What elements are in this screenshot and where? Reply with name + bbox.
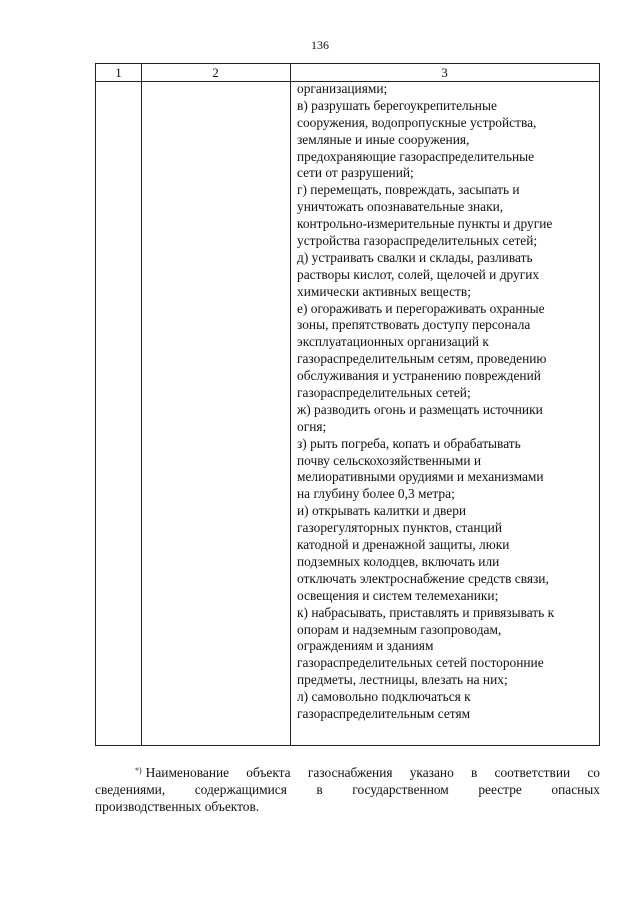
content-line: почву сельскохозяйственными и bbox=[297, 452, 482, 468]
footnote-marker: *) bbox=[135, 766, 142, 775]
content-line: химически активных веществ; bbox=[297, 283, 471, 299]
content-line: освещения и систем телемеханики; bbox=[297, 587, 499, 603]
column-divider-1 bbox=[141, 64, 142, 745]
content-line: эксплуатационных организаций к bbox=[297, 334, 489, 350]
content-line: зоны, препятствовать доступу персонала bbox=[297, 317, 531, 333]
content-line: газорегуляторных пунктов, станций bbox=[297, 520, 503, 536]
content-line: сооружения, водопропускные устройства, bbox=[297, 114, 537, 130]
content-line: г) перемещать, повреждать, засыпать и bbox=[297, 182, 520, 198]
content-line: газораспределительным сетям, проведению bbox=[297, 351, 547, 367]
content-line: предметы, лестницы, влезать на них; bbox=[297, 672, 508, 688]
content-line: катодной и дренажной защиты, люки bbox=[297, 537, 510, 553]
content-line: ж) разводить огонь и размещать источники bbox=[297, 401, 543, 417]
page-number: 136 bbox=[311, 38, 329, 52]
column-divider-2 bbox=[290, 64, 291, 745]
column-header-3: 3 bbox=[441, 65, 448, 80]
content-line: в) разрушать берегоукрепительные bbox=[297, 97, 497, 113]
content-line: земляные и иные сооружения, bbox=[297, 131, 470, 147]
content-line: сети от разрушений; bbox=[297, 165, 414, 181]
footnote bbox=[95, 764, 600, 815]
content-line: газораспределительных сетей; bbox=[297, 385, 471, 401]
content-line: уничтожать опознавательные знаки, bbox=[297, 199, 504, 215]
content-line: огня; bbox=[297, 418, 327, 434]
document-table bbox=[95, 63, 600, 746]
content-line: л) самовольно подключаться к bbox=[297, 689, 471, 705]
content-line: предохраняющие газораспределительные bbox=[297, 148, 535, 164]
column-3-content bbox=[297, 81, 597, 723]
table-header-row bbox=[96, 64, 599, 82]
content-line: д) устраивать свалки и склады, разливать bbox=[297, 249, 533, 265]
footnote-line-2: сведениями, содержащимися в государственном реестре опасных bbox=[95, 782, 600, 797]
content-line: к) набрасывать, приставлять и привязывать к bbox=[297, 604, 555, 620]
content-line: организациями; bbox=[297, 81, 388, 96]
content-line: газораспределительным сетям bbox=[297, 705, 471, 721]
content-line: обслуживания и устранению повреждений bbox=[297, 368, 541, 384]
content-line: подземных колодцев, включать или bbox=[297, 553, 500, 569]
column-header-1: 1 bbox=[115, 65, 122, 80]
content-line: и) открывать калитки и двери bbox=[297, 503, 467, 519]
footnote-line-3: производственных объектов. bbox=[95, 799, 260, 814]
content-line: устройства газораспределительных сетей; bbox=[297, 233, 538, 249]
footnote-line-1 bbox=[95, 764, 600, 781]
content-line: ограждениям и зданиям bbox=[297, 638, 434, 654]
content-line: е) огораживать и перегораживать охранные bbox=[297, 300, 545, 316]
content-line: отключать электроснабжение средств связи, bbox=[297, 570, 549, 586]
column-header-2: 2 bbox=[212, 65, 219, 80]
content-line: растворы кислот, солей, щелочей и других bbox=[297, 266, 540, 282]
content-line: мелиоративными орудиями и механизмами bbox=[297, 469, 544, 485]
footnote-text-1: Наименование объекта газоснабжения указано в соответствии со bbox=[145, 765, 600, 780]
content-line: газораспределительных сетей посторонние bbox=[297, 655, 544, 671]
content-line: на глубину более 0,3 метра; bbox=[297, 486, 455, 502]
content-line: з) рыть погреба, копать и обрабатывать bbox=[297, 435, 521, 451]
content-line: контрольно-измерительные пункты и другие bbox=[297, 216, 553, 232]
content-line: опорам и надземным газопроводам, bbox=[297, 621, 502, 637]
